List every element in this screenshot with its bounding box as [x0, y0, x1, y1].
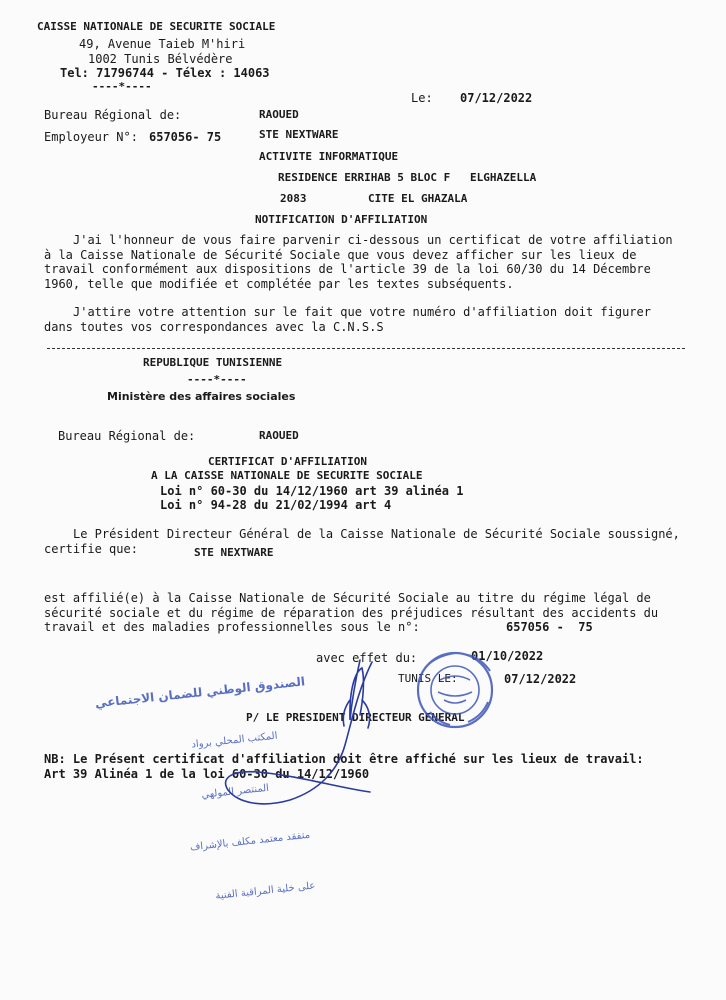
certificate-bureau-value: RAOUED: [259, 429, 299, 442]
certify-line-2: certifie que:: [44, 542, 138, 556]
date-value: 07/12/2022: [460, 91, 533, 105]
notification-paragraph-2: J'attire votre attention sur le fait que votre numéro d'affiliation doit figurer dans toutes vos correspondances avec la C.N.S.S: [44, 305, 651, 334]
company-name: STE NEXTWARE: [259, 128, 339, 141]
company-activity: ACTIVITE INFORMATIQUE: [259, 150, 399, 163]
ministry-name: Ministère des affaires sociales: [107, 390, 296, 403]
stamp-line-4: متفقد معتمد مكلف بالإشراف: [189, 829, 311, 854]
bureau-value: RAOUED: [259, 108, 299, 121]
tunis-date: 07/12/2022: [504, 672, 577, 686]
effect-label: avec effet du:: [316, 651, 418, 665]
round-official-stamp: [418, 653, 492, 727]
employer-number: 657056- 75: [149, 130, 222, 144]
law-reference-1: Loi n° 60-30 du 14/12/1960 art 39 alinéa 1: [160, 484, 464, 498]
certificate-title: CERTIFICAT D'AFFILIATION: [208, 455, 367, 468]
postal-code: 2083: [280, 192, 307, 205]
stamp-line-5: على خلية المراقبة الفنية: [214, 880, 316, 902]
handwritten-signature: [226, 660, 372, 804]
org-address-city: 1002 Tunis Bélvédère: [88, 52, 233, 66]
certify-line-1: Le Président Directeur Général de la Caisse Nationale de Sécurité Sociale soussigné,: [73, 527, 680, 541]
company-address: RESIDENCE ERRIHAB 5 BLOC F ELGHAZELLA: [278, 171, 537, 184]
law-reference-2: Loi n° 94-28 du 21/02/1994 art 4: [160, 498, 392, 512]
tunis-label: TUNIS LE:: [398, 672, 458, 685]
city: CITE EL GHAZALA: [368, 192, 468, 205]
stamp-line-3: المنتصر المولهي: [200, 782, 270, 801]
org-address-street: 49, Avenue Taieb M'hiri: [79, 37, 246, 51]
nb-line-1: NB: Le Présent certificat d'affiliation doit être affiché sur les lieux de travail:: [44, 752, 644, 766]
org-phone: Tel: 71796744 - Télex : 14063: [60, 66, 270, 80]
date-label: Le:: [411, 91, 433, 105]
stamp-line-1: الصندوق الوطني للضمان الاجتماعي: [94, 674, 306, 711]
certificate-subtitle: A LA CAISSE NATIONALE DE SECURITE SOCIALE: [151, 469, 423, 482]
certificate-company: STE NEXTWARE: [194, 546, 274, 559]
header-separator: ----*----: [92, 80, 152, 93]
effect-date: 01/10/2022: [471, 649, 544, 663]
notification-paragraph-1: J'ai l'honneur de vous faire parvenir ci-dessous un certificat de votre affiliation à la Caisse Nationale de Sécurité Sociale que vous devez afficher sur les lieux de travail conformément aux dispositions de l'article 39 de la loi 60/30 du 14 Décembre 1960, telle que modifiée et complétée par les textes subséquents.: [44, 233, 673, 291]
stamp-line-2: المكتب المحلي برواد: [190, 730, 279, 751]
employer-label: Employeur N°:: [44, 130, 138, 144]
bureau-label: Bureau Régional de:: [44, 108, 182, 122]
republic-header: REPUBLIQUE TUNISIENNE: [143, 356, 283, 369]
affiliation-paragraph: est affilié(e) à la Caisse Nationale de Sécurité Sociale au titre du régime légal de sécurité sociale et du régime de réparation des préjudices résultant des accidents du travail et des maladies professionnelles sous le n°:: [44, 591, 659, 635]
signatory-title: P/ LE PRESIDENT DIRECTEUR GENERAL: [246, 711, 465, 724]
nb-line-2: Art 39 Alinéa 1 de la loi 60-30 du 14/12/1960: [44, 767, 370, 781]
notification-title: NOTIFICATION D'AFFILIATION: [255, 213, 428, 226]
affiliation-number: 657056 - 75: [506, 620, 593, 634]
certificate-separator: ----*----: [187, 373, 247, 386]
certificate-bureau-label: Bureau Régional de:: [58, 429, 196, 443]
org-name: CAISSE NATIONALE DE SECURITE SOCIALE: [37, 20, 276, 33]
